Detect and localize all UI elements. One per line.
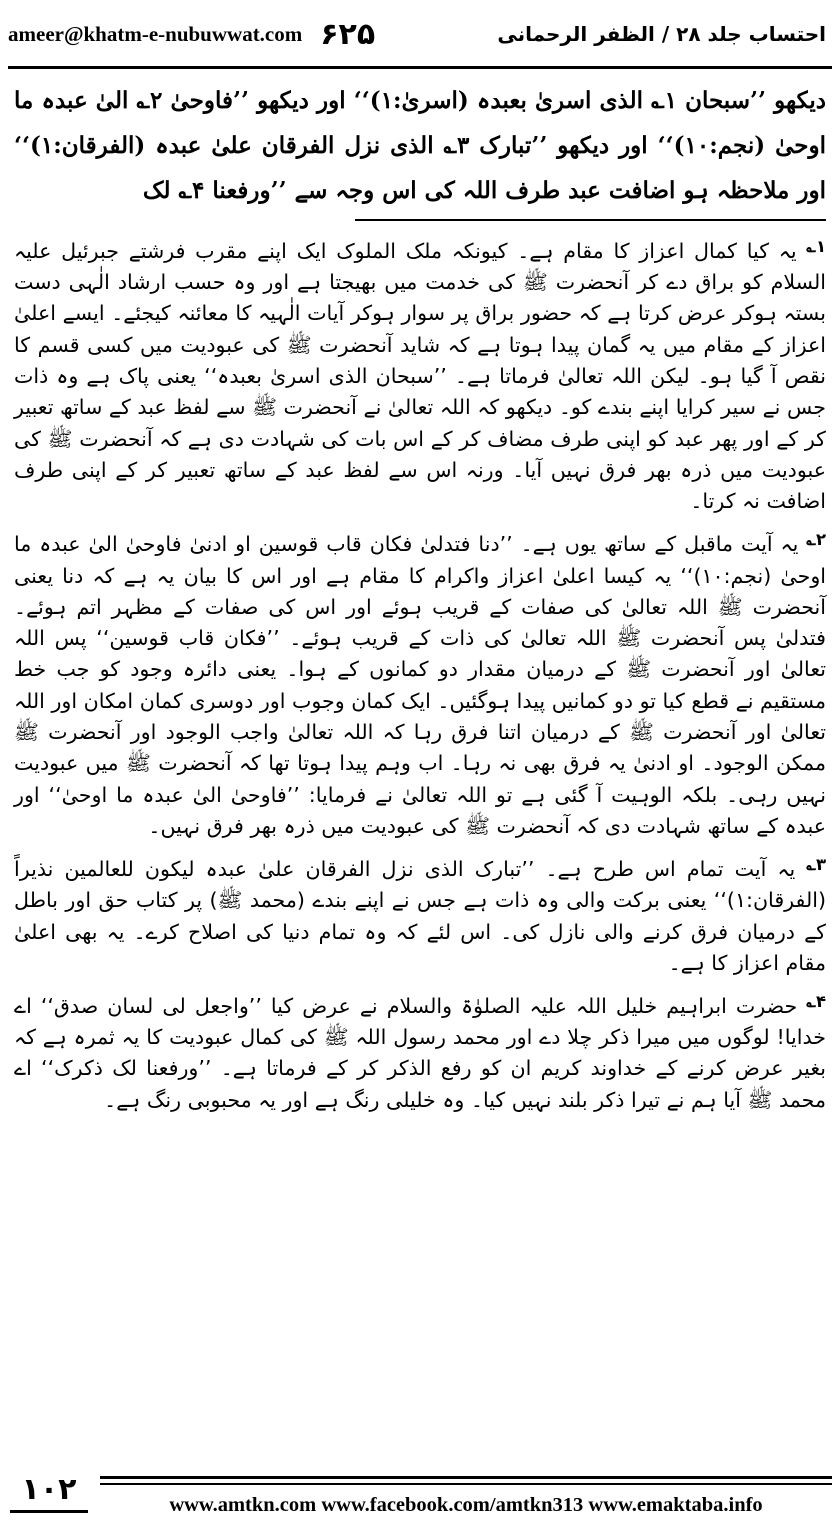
footer-rule bbox=[100, 1476, 832, 1479]
page-header bbox=[8, 6, 832, 62]
footnote-paragraph bbox=[14, 524, 826, 842]
header-book-title: احتساب جلد ۲۸ / الظفر الرحمانی bbox=[497, 22, 826, 46]
footer-page-number: ۱۰۲ bbox=[10, 1470, 88, 1513]
footnote-marker: ۲؎ bbox=[806, 530, 826, 550]
footnote-divider bbox=[355, 219, 826, 221]
page-content bbox=[14, 78, 826, 1460]
footnote-paragraph bbox=[14, 986, 826, 1116]
intro-paragraph: دیکھو ’’سبحان ۱؎ الذی اسریٰ بعبدہ (اسریٰ:۱)‘‘ اور دیکھو ’’فاوحیٰ ۲؎ الیٰ عبدہ ما اوحیٰ (نجم:۱۰)‘‘ اور دیکھو ’’تبارک ۳؎ الذی نزل الفرقان علیٰ عبدہ (الفرقان:۱)‘‘ اور ملاحظہ ہو اضافت عبد طرف اللہ کی اس وجہ سے ’’ورفعنا ۴؎ لک bbox=[14, 87, 826, 204]
footnote-text: یہ آیت تمام اس طرح ہے۔ ’’تبارک الذی نزل الفرقان علیٰ عبدہ لیکون للعالمین نذیراً (الفرقان:۱)‘‘ یعنی برکت والی وہ ذات ہے جس نے اپنے بندے (محمد ﷺ) پر کتاب حق اور باطل کے درمیان فرق کرنے والی نازل کی۔ اس لئے کہ وہ تمام دنیا کی اصلاح کرے۔ یہ بھی اعلیٰ مقام اعزاز کا ہے۔ bbox=[14, 856, 826, 975]
header-rule bbox=[8, 66, 832, 69]
footnote-text: یہ آیت ماقبل کے ساتھ یوں ہے۔ ’’دنا فتدلیٰ فکان قاب قوسین او ادنیٰ فاوحیٰ الیٰ عبدہ ما اوحیٰ (نجم:۱۰)‘‘ یہ کیسا اعلیٰ اعزاز واکرام کا مقام ہے اور اس کا بیان یہ ہے کہ دنا یعنی آنحضرت ﷺ اللہ تعالیٰ کی صفات کے قریب ہوئے اور اس کی صفات کے مظہر اتم ہوئے۔ فتدلیٰ پس آنحضرت ﷺ اللہ تعالیٰ کی ذات کے قریب ہوئے۔ ’’فکان قاب قوسین‘‘ پس اللہ تعالیٰ اور آنحضرت ﷺ کے درمیان مقدار دو کمانوں کے ہوا۔ یعنی دائرہ وجود کو جب خط مستقیم نے قطع کیا تو دو کمانیں پیدا ہوگئیں۔ ایک کمان وجوب اور دوسری کمان امکان اور اللہ تعالیٰ اور آنحضرت ﷺ کے درمیان اتنا فرق رہا کہ اللہ تعالیٰ واجب الوجود اور آنحضرت ﷺ ممکن الوجود۔ او ادنیٰ یہ فرق بھی نہ رہا۔ اب وہم پیدا ہوتا تھا کہ آنحضرت ﷺ میں عبودیت نہیں رہی۔ بلکہ الوہیت آ گئی ہے تو اللہ تعالیٰ نے فرمایا: ’’فاوحیٰ الیٰ عبدہ ما اوحیٰ‘‘ اور عبدہ کے ساتھ شہادت دی کہ آنحضرت ﷺ کی عبودیت میں ذرہ بھر فرق نہیں۔ bbox=[14, 532, 826, 838]
footnote-text: حضرت ابراہیم خلیل اللہ علیہ الصلوٰۃ والسلام نے عرض کیا ’’واجعل لی لسان صدق‘‘ اے خدایا! لوگوں میں میرا ذکر چلا دے اور محمد رسول اللہ ﷺ کی کمال عبودیت کا یہ ثمرہ ہے کہ بغیر عرض کرنے کے خداوند کریم ان کو رفع الذکر کر کے فرماتا ہے۔ ’’ورفعنا لک ذکرک‘‘ اے محمد ﷺ آیا ہم نے تیرا ذکر بلند نہیں کیا۔ وہ خلیلی رنگ ہے اور یہ محبوبی رنگ ہے۔ bbox=[14, 993, 826, 1112]
footnote-text: یہ کیا کمال اعزاز کا مقام ہے۔ کیونکہ ملک الملوک ایک اپنے مقرب فرشتے جبرئیل علیہ السلام کو براق دے کر آنحضرت ﷺ کی خدمت میں بھیجتا ہے اور وہ حسب ارشاد الٰہی دست بستہ ہوکر عرض کرتا ہے کہ حضور براق پر سوار ہوکر آیات الٰہیہ کا معائنہ کیجئے۔ ایسے اعلیٰ اعزاز کے مقام میں یہ گمان پیدا ہوتا ہے کہ شاید آنحضرت ﷺ کی عبودیت میں کسی قسم کا نقص آ گیا ہو۔ لیکن اللہ تعالیٰ فرماتا ہے۔ ’’سبحان الذی اسریٰ بعبدہ‘‘ یعنی پاک ہے وہ ذات جس نے سیر کرایا اپنے بندے کو۔ دیکھو کہ اللہ تعالیٰ نے آنحضرت ﷺ سے لفظ عبد کے ساتھ تعبیر کر کے اور پھر عبد کو اپنی طرف مضاف کر کے اس بات کی شہادت دی ہے کہ آنحضرت ﷺ کی عبودیت میں ذرہ بھر فرق نہیں آیا۔ ورنہ اس سے لفظ عبد کے ساتھ تعبیر کر کے اپنی طرف اضافت نہ کرتا۔ bbox=[14, 238, 826, 514]
footer-links[interactable]: www.amtkn.com www.facebook.com/amtkn313 www.emaktaba.info bbox=[169, 1494, 763, 1516]
footnote-marker: ۱؎ bbox=[806, 237, 827, 256]
footnote-paragraph bbox=[14, 849, 826, 979]
header-page-number: ۶۲۵ bbox=[320, 16, 376, 52]
footnote-paragraph bbox=[14, 231, 826, 517]
footnote-marker: ۴؎ bbox=[806, 992, 827, 1012]
footnote-marker: ۳؎ bbox=[806, 855, 826, 875]
header-email[interactable]: ameer@khatm-e-nubuwwat.com bbox=[8, 21, 303, 46]
footer-rule-thin bbox=[100, 1483, 832, 1485]
page-footer bbox=[8, 1470, 832, 1532]
header-left bbox=[8, 17, 375, 52]
